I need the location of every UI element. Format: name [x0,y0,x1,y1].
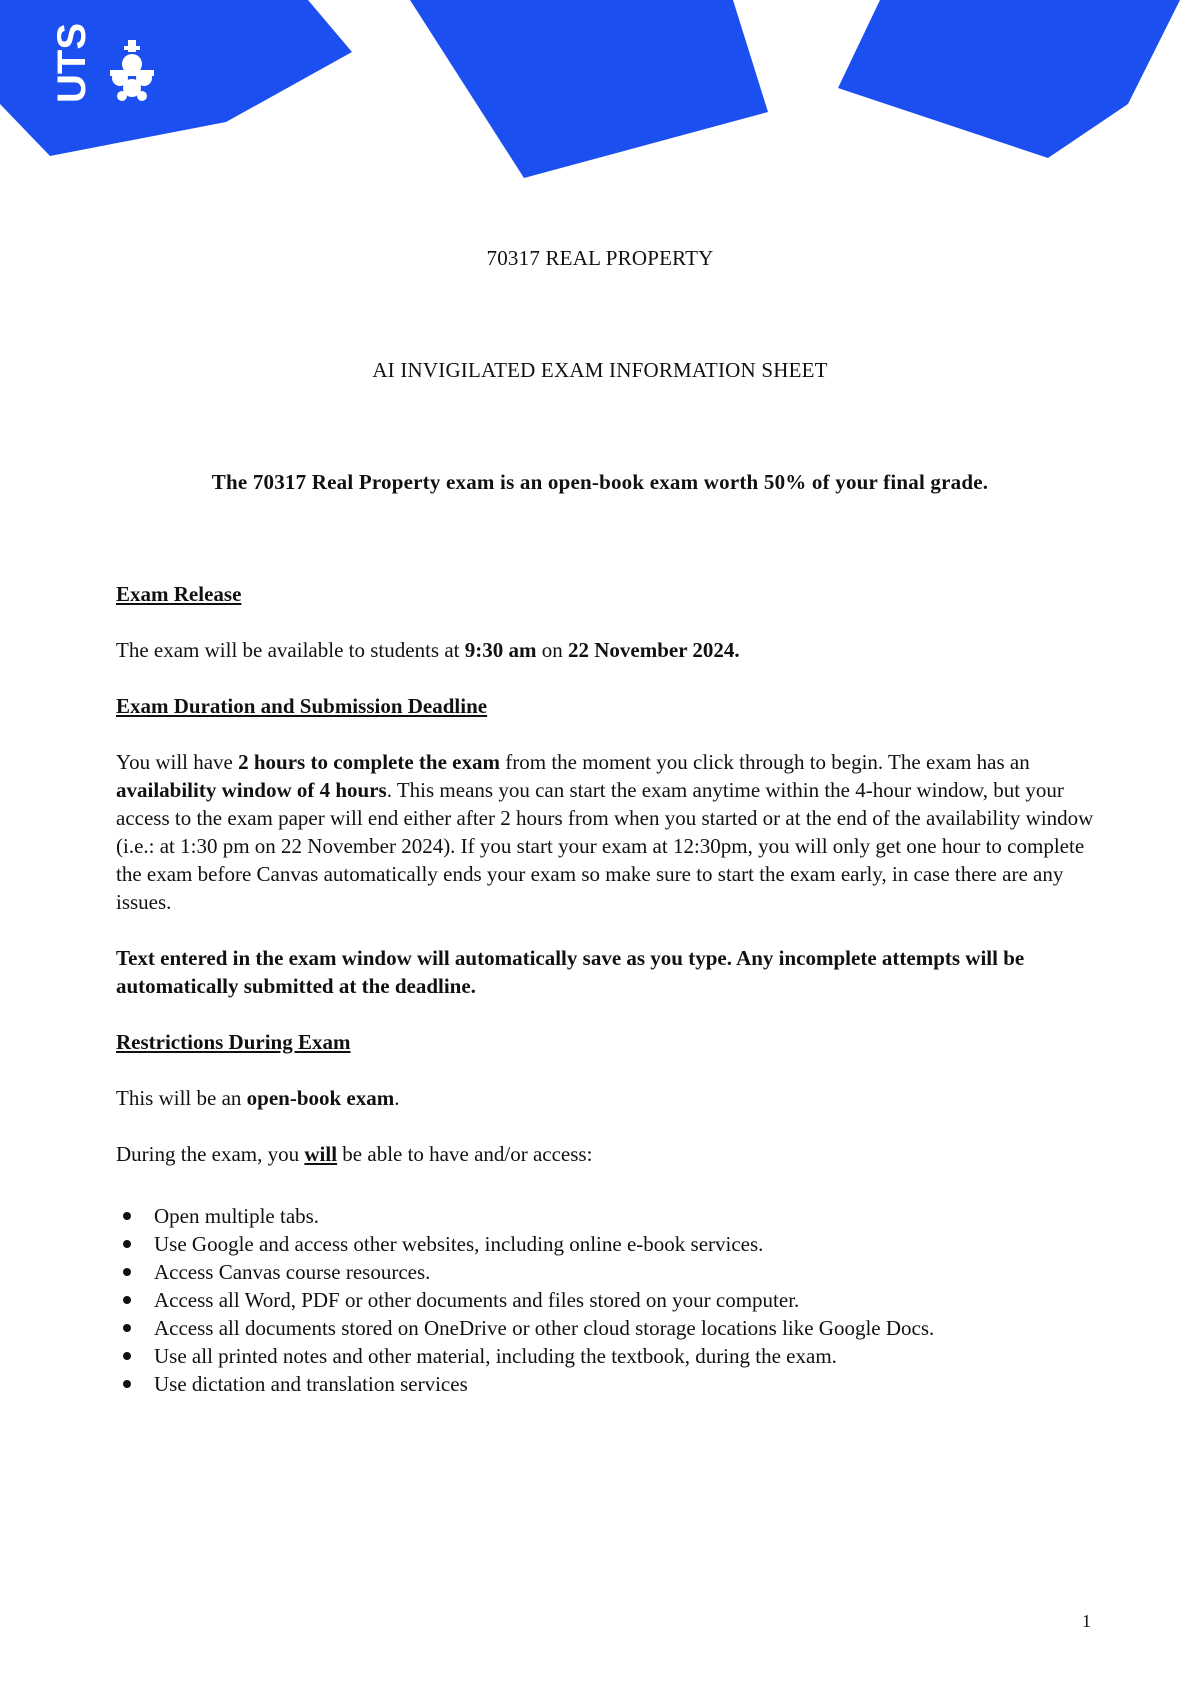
course-title: 70317 REAL PROPERTY [486,246,714,270]
access-text-2: be able to have and/or access: [337,1142,593,1166]
release-text-1: The exam will be available to students at [116,638,465,662]
duration-bold-1: 2 hours to complete the exam [238,750,500,774]
header-shape-right [838,0,1180,158]
list-item: Access Canvas course resources. [116,1258,1096,1286]
release-date: 22 November 2024. [567,638,740,662]
duration-heading-text: Exam Duration and Submission Deadline [116,694,488,718]
duration-text-3: . This means you can start the exam anytime within the 4-hour window, but your access to the exam paper will end either after 2 hours from when you started or at the end of the availability window (i.e.: at 1:30 pm on 22 November 2024). If you start your exam at 12:30pm, you will only get one hour to complete the exam before Canvas automatically ends your exam so make sure to start the exam early, in case there are any issues. [116,778,1094,914]
list-item: Access all documents stored on OneDrive or other cloud storage locations like Google Docs. [116,1314,1096,1342]
duration-paragraph [116,748,1096,916]
list-item: Use Google and access other websites, including online e-book services. [116,1230,1096,1258]
header-shape-center [410,0,768,178]
list-item: Use dictation and translation services [116,1370,1096,1398]
restrictions-heading-text: Restrictions During Exam [116,1030,351,1054]
intro-statement: The 70317 Real Property exam is an open-book exam worth 50% of your final grade. [211,470,989,494]
autosave-notice: Text entered in the exam window will automatically save as you type. Any incomplete attempts will be automatically submitted at the deadline. [116,946,1025,998]
list-item: Access all Word, PDF or other documents and files stored on your computer. [116,1286,1096,1314]
duration-text-1: You will have [116,750,239,774]
open-book-text-1: This will be an [116,1086,247,1110]
list-item: Open multiple tabs. [116,1202,1096,1230]
access-will: will [304,1142,338,1166]
release-text-2: on [536,638,568,662]
exam-release-heading [116,580,1100,608]
access-intro-paragraph [116,1140,1100,1168]
allowed-list [116,1202,1096,1398]
duration-heading [116,692,1100,720]
duration-bold-2: availability window of 4 hours [116,778,387,802]
open-book-text-2: . [394,1086,400,1110]
list-item: Use all printed notes and other material, including the textbook, during the exam. [116,1342,1096,1370]
duration-text-2: from the moment you click through to begin. The exam has an [500,750,1030,774]
open-book-paragraph [116,1084,1100,1112]
exam-release-heading-text: Exam Release [116,582,242,606]
sheet-title: AI INVIGILATED EXAM INFORMATION SHEET [372,358,828,382]
page-number: 1 [1082,1611,1091,1631]
uts-logo-text: UTS [50,23,94,103]
restrictions-heading [116,1028,1100,1056]
open-book-bold: open-book exam [246,1086,395,1110]
header-graphics [0,0,1200,200]
access-text-1: During the exam, you [116,1142,305,1166]
exam-release-paragraph [116,636,1100,664]
release-time: 9:30 am [464,638,537,662]
